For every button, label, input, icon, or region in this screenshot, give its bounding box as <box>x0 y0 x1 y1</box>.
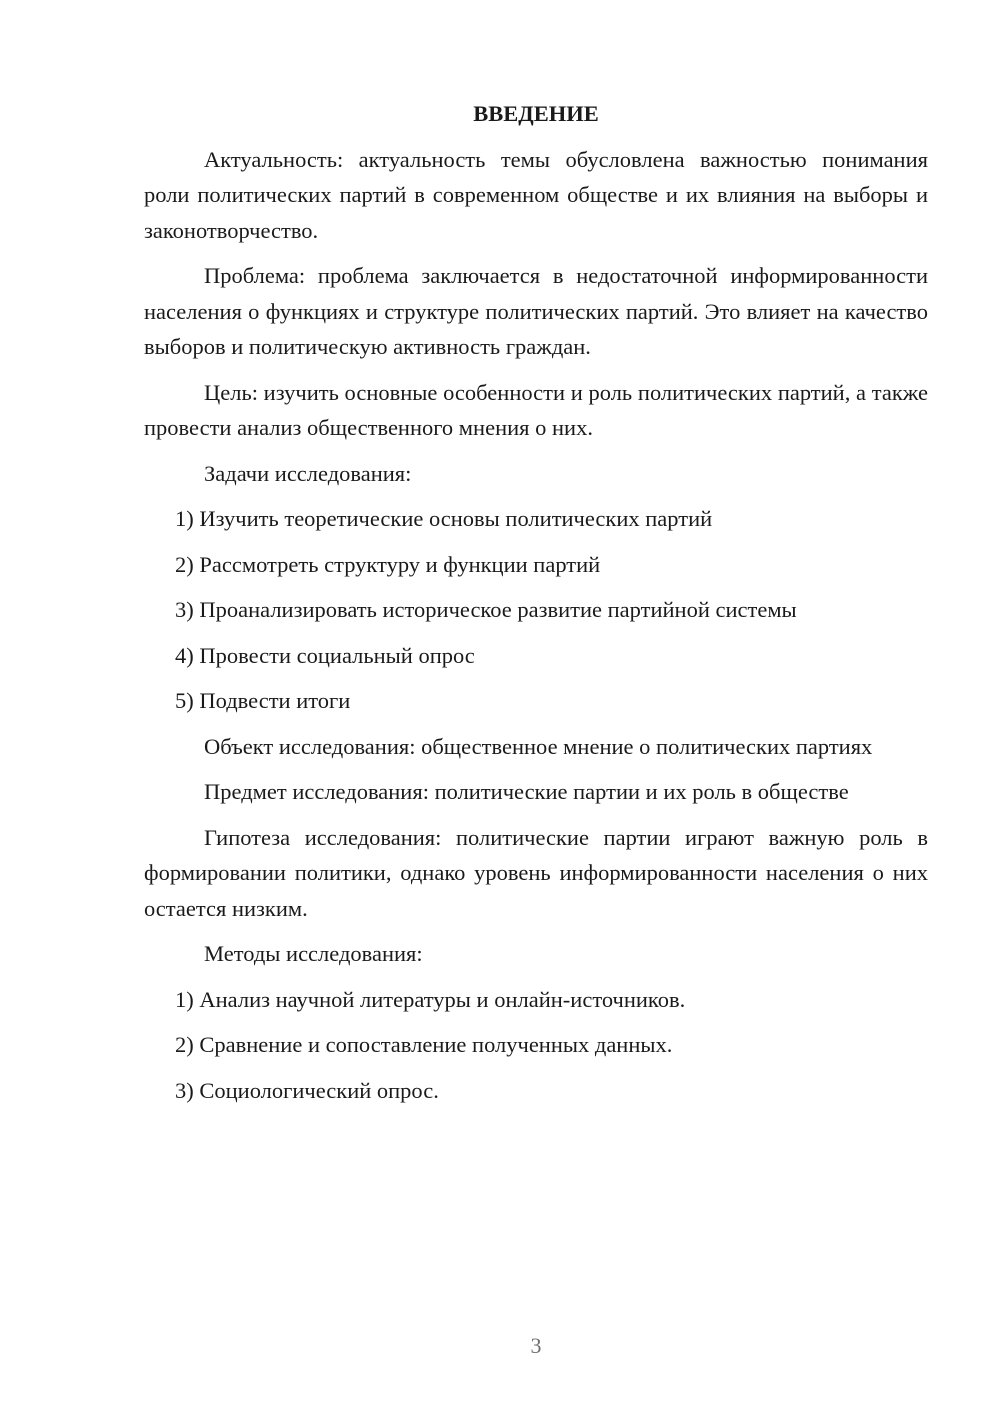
task-item: 3) Проанализировать историческое развитие партийной системы <box>175 597 797 622</box>
method-item: 1) Анализ научной литературы и онлайн-источников. <box>175 986 686 1012</box>
page-title: ВВЕДЕНИЕ <box>473 101 599 126</box>
paragraph-subject: Предмет исследования: политические партии и их роль в обществе <box>204 779 849 804</box>
tasks-list <box>144 501 928 719</box>
page-number: 3 <box>530 1333 542 1358</box>
method-item: 3) Социологический опрос. <box>175 1077 439 1103</box>
paragraph-goal: Цель: изучить основные особенности и роль политических партий, а также провести анализ общественного мнения о них. <box>144 379 928 440</box>
task-item: 2) Рассмотреть структуру и функции партий <box>175 551 601 577</box>
page-content <box>144 96 928 1118</box>
methods-list <box>144 982 928 1109</box>
paragraph-hypothesis: Гипотеза исследования: политические партии играют важную роль в формировании политики, однако уровень информированности населения о них остается низким. <box>144 824 928 921</box>
tasks-heading: Задачи исследования: <box>204 460 412 486</box>
task-item: 4) Провести социальный опрос <box>175 642 475 668</box>
methods-heading: Методы исследования: <box>204 941 423 966</box>
method-item: 2) Сравнение и сопоставление полученных данных. <box>175 1032 673 1057</box>
paragraph-object: Объект исследования: общественное мнение о политических партиях <box>204 733 873 759</box>
paragraph-relevance: Актуальность: актуальность темы обусловлена важностью понимания роли политических партий в современном обществе и их влияния на выборы и законотворчество. <box>144 146 928 243</box>
task-item: 5) Подвести итоги <box>175 688 351 713</box>
task-item: 1) Изучить теоретические основы политических партий <box>175 506 713 531</box>
paragraph-problem: Проблема: проблема заключается в недостаточной информированности населения о функциях и структуре политических партий. Это влияет на качество выборов и политическую активность граждан. <box>144 263 928 359</box>
